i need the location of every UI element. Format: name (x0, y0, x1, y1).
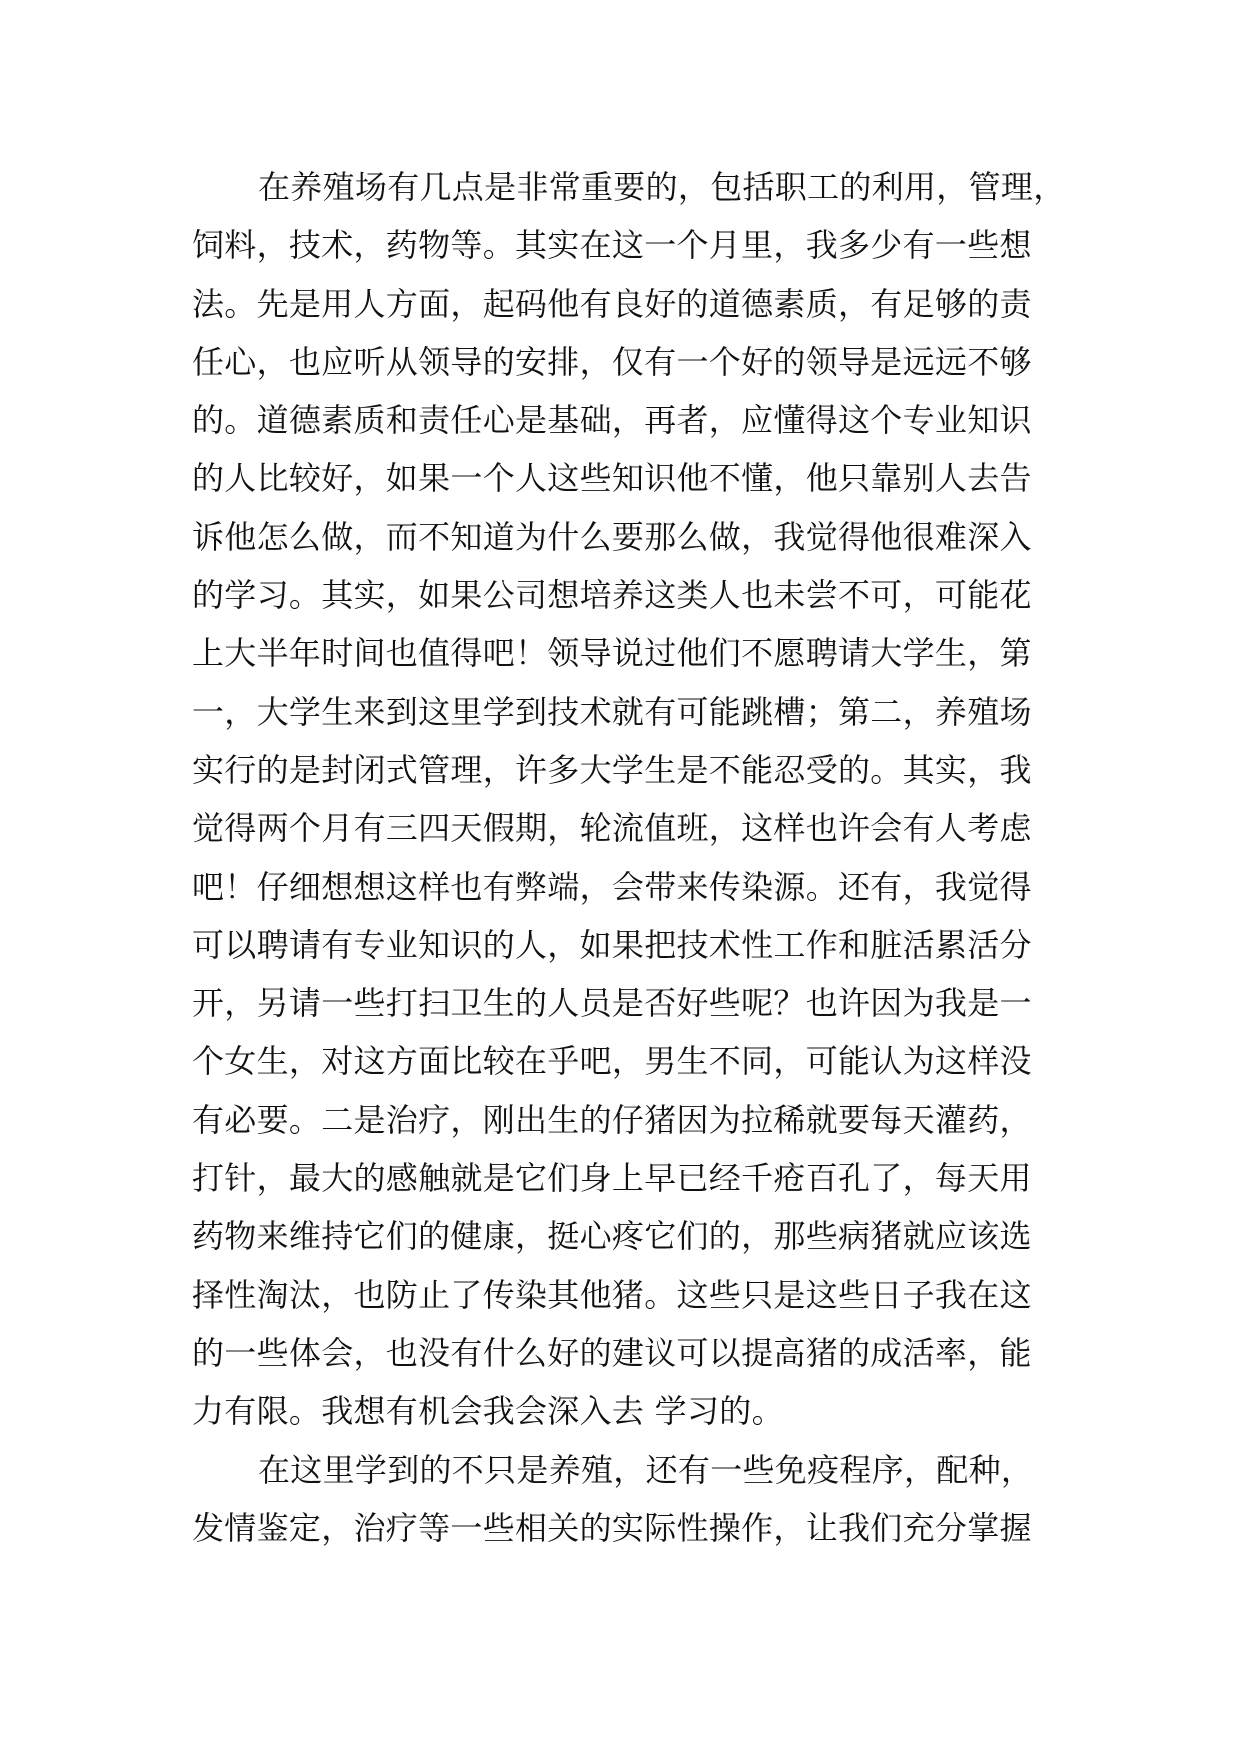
paragraph-line: 的学习。其实，如果公司想培养这类人也未尝不可，可能花 (192, 576, 1032, 615)
paragraph-1 (192, 158, 1072, 1441)
paragraph-line: 的。道德素质和责任心是基础，再者，应懂得这个专业知识 (192, 401, 1032, 440)
paragraph-line: 上大半年时间也值得吧！领导说过他们不愿聘请大学生，第 (192, 634, 1032, 673)
document-body (192, 158, 1072, 1557)
paragraph-line: 发情鉴定，治疗等一些相关的实际性操作，让我们充分掌握 (192, 1508, 1032, 1547)
paragraph-line: 个女生，对这方面比较在乎吧，男生不同，可能认为这样没 (192, 1042, 1032, 1081)
paragraph-line: 打针，最大的感触就是它们身上早已经千疮百孔了，每天用 (192, 1159, 1032, 1198)
paragraph-line: 开，另请一些打扫卫生的人员是否好些呢？也许因为我是一 (192, 984, 1032, 1023)
paragraph-line: 一，大学生来到这里学到技术就有可能跳槽；第二，养殖场 (192, 692, 1032, 731)
paragraph-line: 可以聘请有专业知识的人，如果把技术性工作和脏活累活分 (192, 925, 1032, 964)
paragraph-line: 实行的是封闭式管理，许多大学生是不能忍受的。其实，我 (192, 750, 1032, 789)
paragraph-line: 法。先是用人方面，起码他有良好的道德素质，有足够的责 (192, 284, 1032, 323)
paragraph-line: 的一些体会，也没有什么好的建议可以提高猪的成活率，能 (192, 1333, 1032, 1372)
paragraph-line: 的人比较好，如果一个人这些知识他不懂，他只靠别人去告 (192, 459, 1032, 498)
paragraph-line: 在养殖场有几点是非常重要的，包括职工的利用，管理， (258, 168, 1066, 206)
paragraph-line: 力有限。我想有机会我会深入去 学习的。 (192, 1392, 784, 1431)
paragraph-2 (192, 1441, 1072, 1558)
paragraph-line: 择性淘汰，也防止了传染其他猪。这些只是这些日子我在这 (192, 1275, 1032, 1314)
paragraph-line: 有必要。二是治疗，刚出生的仔猪因为拉稀就要每天灌药， (192, 1100, 1032, 1139)
paragraph-line: 诉他怎么做，而不知道为什么要那么做，我觉得他很难深入 (192, 517, 1032, 556)
paragraph-line: 任心，也应听从领导的安排，仅有一个好的领导是远远不够 (192, 342, 1032, 381)
paragraph-line: 吧！仔细想想这样也有弊端，会带来传染源。还有，我觉得 (192, 867, 1032, 906)
paragraph-line: 药物来维持它们的健康，挺心疼它们的，那些病猪就应该选 (192, 1217, 1032, 1256)
paragraph-line: 在这里学到的不只是养殖，还有一些免疫程序，配种， (258, 1450, 1034, 1489)
paragraph-line: 饲料，技术，药物等。其实在这一个月里，我多少有一些想 (192, 226, 1032, 265)
paragraph-line: 觉得两个月有三四天假期，轮流值班，这样也许会有人考虑 (192, 809, 1032, 848)
